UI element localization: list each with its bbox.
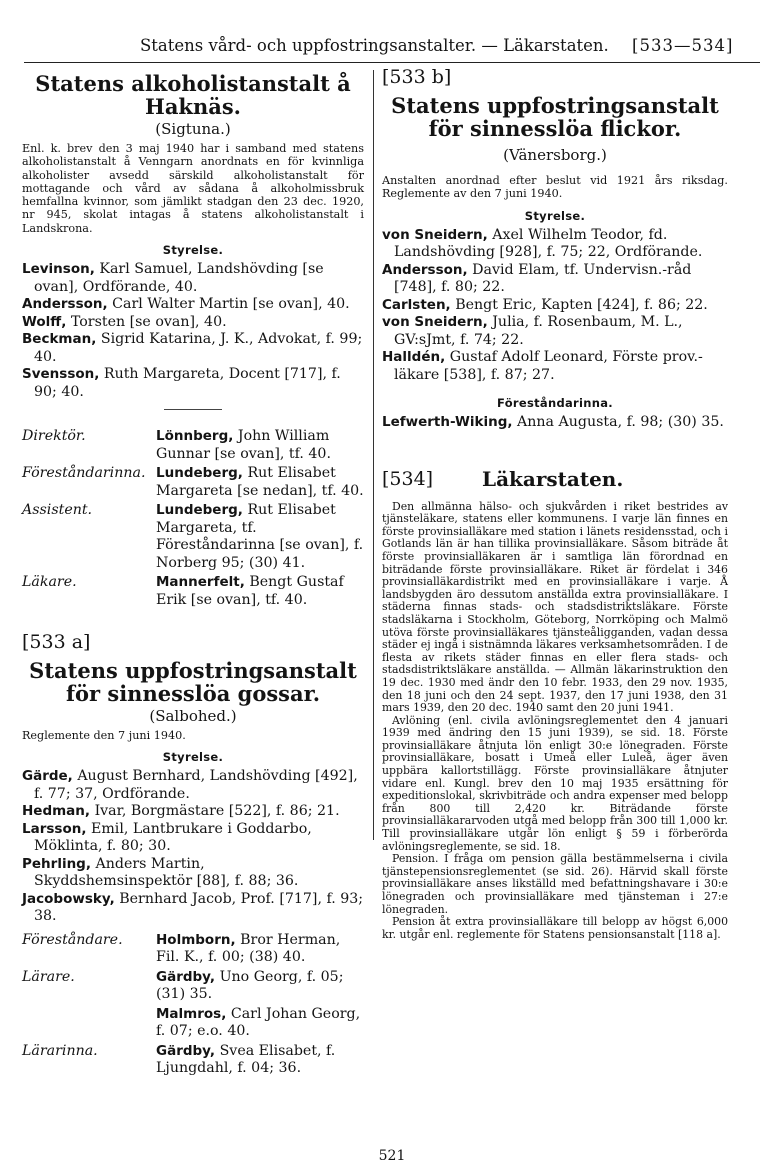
salbohed-location: (Salbohed.) xyxy=(149,707,237,726)
vanersborg-board-heading: Styrelse. xyxy=(524,208,586,223)
staff-entry: Malmros, Carl Johan Georg, f. 07; e.o. 40. xyxy=(156,1005,361,1040)
staff-entry: Föreståndarinna. Lundeberg, Rut Elisabet Margareta [se nedan], tf. 40. xyxy=(22,465,364,499)
vanersborg-title: Statens uppfostringsanstalt för sinnesslöa flickor. xyxy=(391,93,719,141)
lakarstaten-header xyxy=(382,468,728,491)
board-entry: Levinson, Karl Samuel, Landshövding [se ovan], Ordförande, 40. xyxy=(22,261,324,295)
staff-entry: Lärare. Gärdby, Uno Georg, f. 05; (31) 35. xyxy=(22,968,344,1003)
board-entry: Carlsten, Bengt Eric, Kapten [424], f. 86; 22. xyxy=(382,296,708,313)
board-entry: Gärde, August Bernhard, Landshövding [492], f. 77; 37, Ordförande. xyxy=(22,768,358,802)
salbohed-section-number: [533 a] xyxy=(22,631,91,654)
staff-entry: Direktör. Lönnberg, John William Gunnar [se ovan], tf. 40. xyxy=(22,428,331,462)
running-header xyxy=(140,36,733,55)
staff-entry: Lärarinna. Gärdby, Svea Elisabet, f. Ljungdahl, f. 04; 36. xyxy=(22,1042,336,1077)
board-entry: von Sneidern, Julia, f. Rosenbaum, M. L., GV:sJmt, f. 74; 22. xyxy=(382,314,683,348)
board-entry: Svensson, Ruth Margareta, Docent [717], f. 90; 40. xyxy=(22,366,341,400)
lakarstaten-section-number: [534] xyxy=(382,468,434,491)
header-rule xyxy=(24,62,760,63)
right-column xyxy=(382,66,728,941)
salbohed-intro: Reglemente den 7 juni 1940. xyxy=(22,729,186,743)
lakarstaten-paragraph: Pension åt extra provinsialläkare till belopp av högst 6,000 kr. utgår enl. reglemente för Statens pensionsanstalt [118 a]. xyxy=(382,915,728,941)
salbohed-title: Statens uppfostringsanstalt för sinnesslöa gossar. xyxy=(29,658,357,707)
haknas-title: Statens alkoholistanstalt å Haknäs. xyxy=(35,71,351,119)
lakarstaten-paragraph: Pension. I fråga om pension gälla bestämmelserna i civila tjänstepensionsreglementet (se sid. 26). Härvid skall förste provinsialläkare anses likställd med befattningshavare i 30:e lönegraden och provinsialläkare med tjänsteman i 27:e lönegraden. xyxy=(382,852,728,916)
matron-heading: Föreståndarinna. xyxy=(497,396,613,411)
matron-entry: Lefwerth-Wiking, Anna Augusta, f. 98; (30) 35. xyxy=(382,414,724,431)
board-entry: Jacobowsky, Bernhard Jacob, Prof. [717], f. 93; 38. xyxy=(22,890,364,925)
vanersborg-location: (Vänersborg.) xyxy=(503,146,607,164)
staff-entry: Läkare. Mannerfelt, Bengt Gustaf Erik [se ovan], tf. 40. xyxy=(22,574,344,608)
haknas-board-heading: Styrelse. xyxy=(162,243,224,258)
page-number: 521 xyxy=(378,1148,406,1164)
separator-line xyxy=(164,409,222,410)
haknas-location: (Sigtuna.) xyxy=(155,120,231,138)
board-entry: Hedman, Ivar, Borgmästare [522], f. 86; 21. xyxy=(22,803,340,820)
left-column xyxy=(22,66,364,1080)
board-entry: Andersson, Carl Walter Martin [se ovan], 40. xyxy=(22,296,350,313)
page-range: [533—534] xyxy=(632,36,734,55)
running-title: Statens vård- och uppfostringsanstalter. — Läkarstaten. xyxy=(140,36,609,55)
board-entry: Andersson, David Elam, tf. Undervisn.-råd [748], f. 80; 22. xyxy=(382,261,692,296)
column-divider xyxy=(373,70,374,840)
board-entry: Larsson, Emil, Lantbrukare i Goddarbo, Möklinta, f. 80; 30. xyxy=(22,820,312,855)
board-entry: Pehrling, Anders Martin, Skyddshemsinspektör [88], f. 88; 36. xyxy=(22,855,299,890)
lakarstaten-title: Läkarstaten. xyxy=(482,466,624,491)
board-entry: Halldén, Gustaf Adolf Leonard, Förste prov.-läkare [538], f. 87; 27. xyxy=(382,349,703,383)
lakarstaten-paragraph: Den allmänna hälso- och sjukvården i riket bestrides av tjänsteläkare, statens eller kommunens. I varje län finnes en förste provinsialläkare med station i länets residensstad, och i Gotlands län är han tillika provinsialläkare. Såsom biträde åt förste provinsialläkaren är i samtliga län förordnad en biträdande förste provinsialläkare. Riket är fördelat i 346 provinsialläkardistrikt med en provinsialläkare i varje. Å landsbygden äro dessutom anställda extra provinsialläkare. I städerna finnas stads- och stadsdistriktsläkare. Förste stadsläkarna i Stockholm, Göteborg, Norrköping och Malmö utöva förste provinsialläkares tjänsteåligganden, vadan dessa städer ej ingå i sistnämnda läkares verksamhetsområden. I de flesta av rikets städer finnas en eller flera stads- och stadsdistriktsläkare anställda. — Allmän läkarinstruktion den 19 dec. 1930 med ändr den 10 febr. 1933, den 29 nov. 1935, den 18 juni och den 24 sept. 1937, den 17 juni 1938, den 31 mars 1939, den 20 dec. 1940 samt den 20 juni 1941. xyxy=(382,499,728,715)
board-entry: von Sneidern, Axel Wilhelm Teodor, fd. Landshövding [928], f. 75; 22, Ordförande. xyxy=(382,226,703,261)
haknas-intro: Enl. k. brev den 3 maj 1940 har i samband med statens alkoholistanstalt å Venngarn anordnats en för kvinnliga alkoholister avsedd särskild alkoholistanstalt för mottagande och vård av sådana å alkoholmissbruk hemfallna kvinnor, som jämlikt stadgan den 23 dec. 1920, nr 945, skolat intagas å statens alkoholistanstalt i Landskrona. xyxy=(22,142,364,235)
salbohed-board-heading: Styrelse. xyxy=(162,750,224,765)
vanersborg-section-number: [533 b] xyxy=(382,66,452,88)
lakarstaten-paragraph: Avlöning (enl. civila avlöningsreglementet den 4 januari 1939 med ändring den 15 juni 1939), se sid. 18. Förste provinsialläkare åtnjuta lön enligt 30:e lönegraden. Förste provinsialläkare, bosatt i Umeå eller Luleå, äger även uppbära kallortstillägg. Förste provinsialläkare åtnjuter vidare enl. Kungl. brev den 10 maj 1935 ersättning för expeditionslokal, skrivbiträde och andra expenser med belopp från 800 till 2,420 kr. Biträdande förste provinsialläkararvoden utgå med belopp från 300 till 1,000 kr. Till provinsialläkare utgår lön enligt § 59 i förberörda avlöningsreglemente, se sid. 18. xyxy=(382,713,728,853)
board-entry: Wolff, Torsten [se ovan], 40. xyxy=(22,313,227,330)
staff-entry: Föreståndare. Holmborn, Bror Herman, Fil. K., f. 00; (38) 40. xyxy=(22,931,341,966)
vanersborg-intro: Anstalten anordnad efter beslut vid 1921 års riksdag. Reglemente av den 7 juni 1940. xyxy=(382,174,728,201)
board-entry: Beckman, Sigrid Katarina, J. K., Advokat, f. 99; 40. xyxy=(22,331,363,365)
staff-entry: Assistent. Lundeberg, Rut Elisabet Margareta, tf. Föreståndarinna [se ovan], f. Norberg 95; (30) 41. xyxy=(22,502,364,571)
